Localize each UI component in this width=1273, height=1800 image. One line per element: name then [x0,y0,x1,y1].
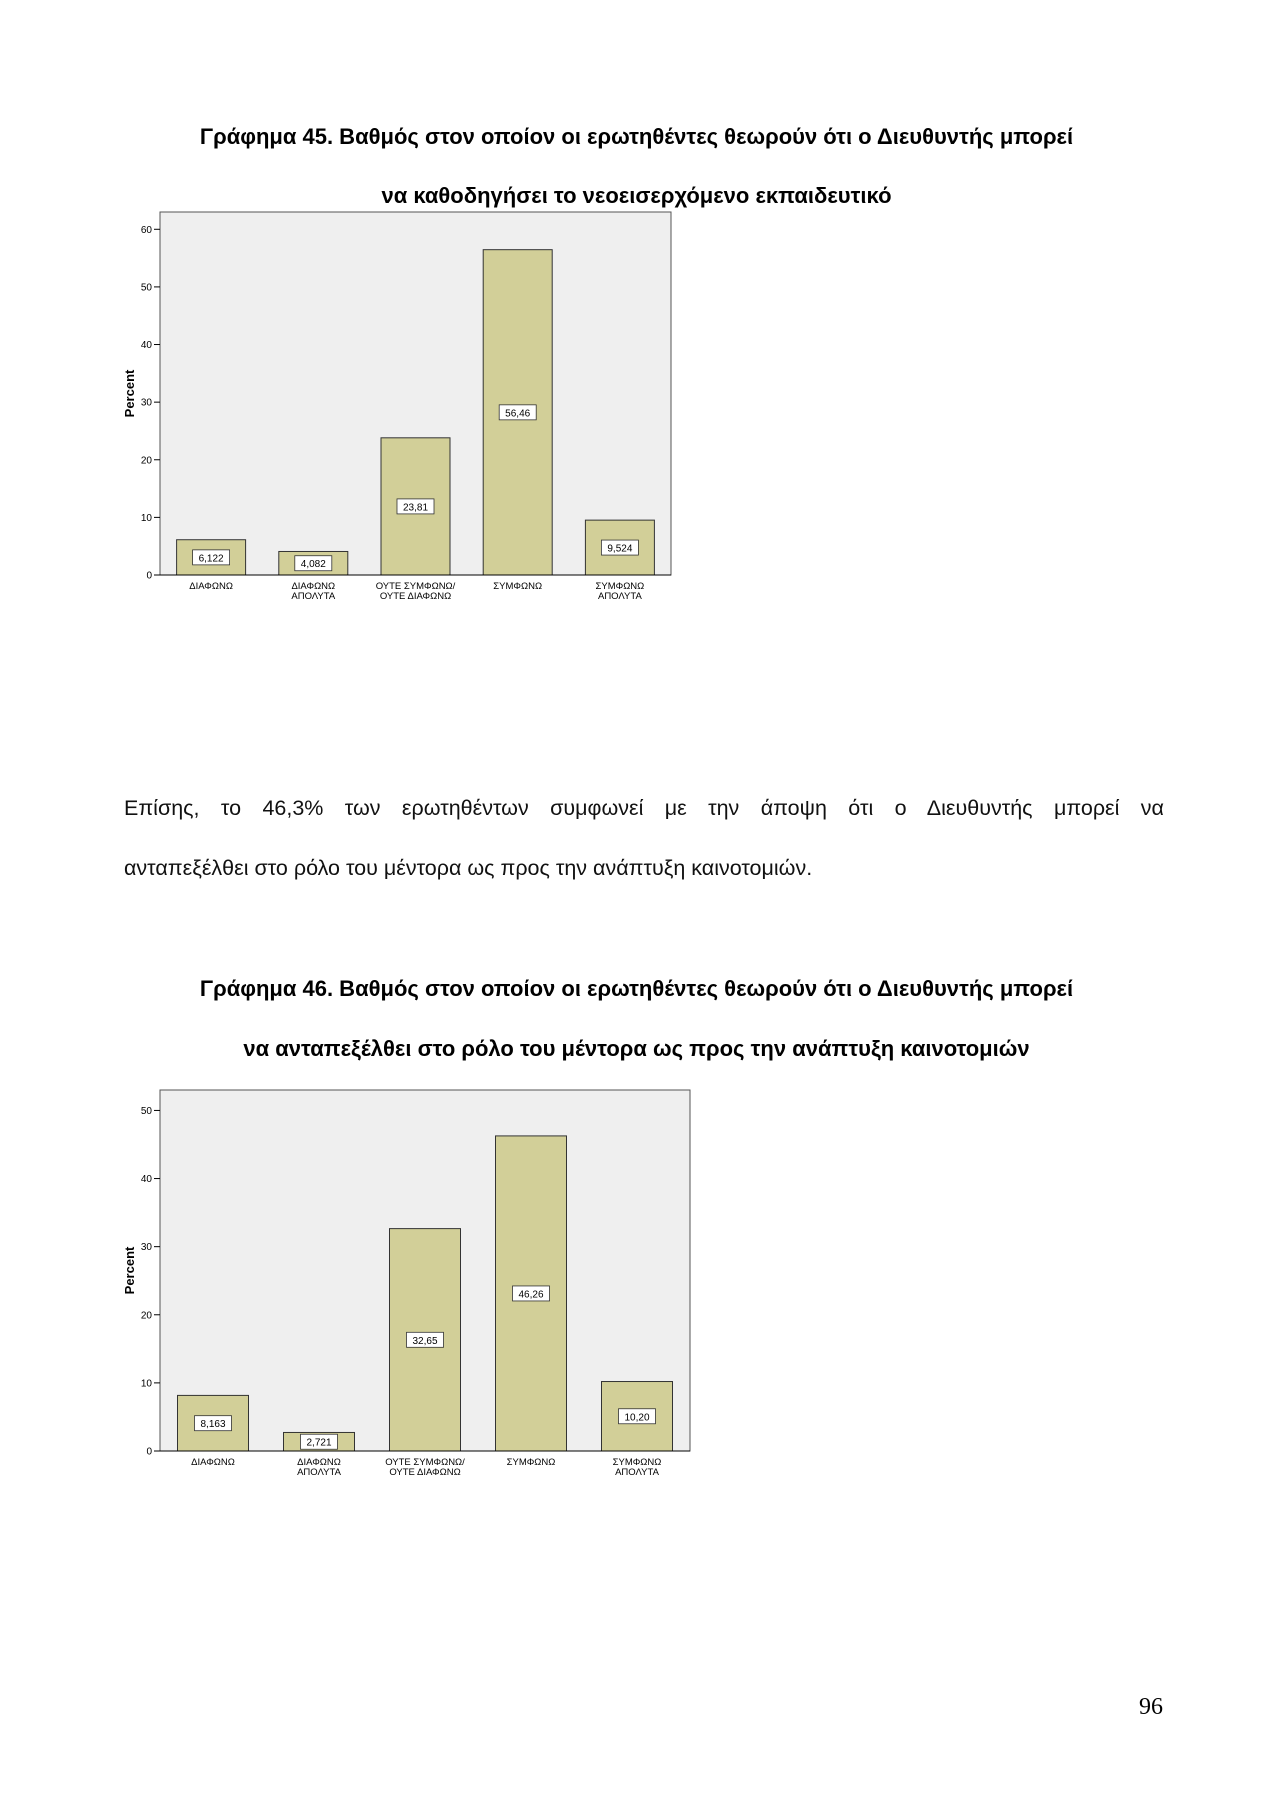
page-number: 96 [1139,1694,1163,1720]
data-label: 56,46 [505,408,531,420]
figure-45-caption-line2: να καθοδηγήσει το νεοεισερχόμενο εκπαιδευτικό [381,183,892,208]
y-tick-label: 10 [140,512,152,524]
figure-46-caption-line1: Γράφημα 46. Βαθμός στον οποίον οι ερωτηθέντες θεωρούν ότι ο Διευθυντής μπορεί [199,976,1074,1001]
data-label: 10,20 [624,1412,650,1424]
figure-46-caption-line2: να ανταπεξέλθει στο ρόλο του μέντορα ως προς την ανάπτυξη καινοτομιών [243,1036,1030,1061]
x-tick-label: ΟΥΤΕ ΔΙΑΦΩΝΩ [389,1467,461,1478]
x-tick-label: ΔΙΑΦΩΝΩ [189,581,233,592]
x-tick-label: ΣΥΜΦΩΝΩ [506,1457,556,1468]
x-tick-label: ΑΠΟΛΥΤΑ [615,1467,659,1478]
body-paragraph-line1: Επίσης, το 46,3% των ερωτηθέντων συμφωνεί με την άποψη ότι ο Διευθυντής μπορεί να [124,796,1164,820]
y-axis [141,1106,160,1458]
y-axis [141,225,160,582]
y-tick-label: 30 [140,397,152,409]
x-tick-label: ΑΠΟΛΥΤΑ [297,1467,341,1478]
x-tick-label: ΟΥΤΕ ΔΙΑΦΩΝΩ [379,591,452,602]
x-tick-label: ΔΙΑΦΩΝΩ [291,581,336,592]
y-tick-label: 0 [146,570,152,582]
data-label: 2,721 [306,1437,332,1449]
x-tick-label: ΑΠΟΛΥΤΑ [291,591,336,602]
body-paragraph-line2: ανταπεξέλθει στο ρόλο του μέντορα ως προς την ανάπτυξη καινοτομιών. [124,856,813,880]
y-tick-label: 10 [140,1378,152,1390]
y-tick-label: 20 [140,455,152,467]
data-label: 6,122 [198,553,224,565]
data-label: 32,65 [412,1335,438,1347]
x-tick-label: ΑΠΟΛΥΤΑ [597,591,642,602]
y-tick-label: 30 [140,1242,152,1254]
y-tick-label: 50 [140,1105,152,1117]
y-tick-label: 40 [140,340,152,352]
y-tick-label: 40 [140,1174,152,1186]
x-tick-label: ΟΥΤΕ ΣΥΜΦΩΝΩ/ [375,581,456,592]
y-tick-label: 0 [146,1446,152,1458]
figure-45-bar-chart [122,206,696,606]
y-axis-title: Percent [122,1246,137,1295]
x-tick-label: ΣΥΜΦΩΝΩ [612,1457,662,1468]
y-tick-label: 50 [140,282,152,294]
data-label: 8,163 [200,1419,226,1431]
x-tick-label: ΟΥΤΕ ΣΥΜΦΩΝΩ/ [385,1457,465,1468]
x-tick-label: ΔΙΑΦΩΝΩ [297,1457,341,1468]
data-label: 9,524 [607,543,633,555]
y-tick-label: 60 [140,224,152,236]
figure-46-bar-chart [122,1090,716,1550]
data-label: 46,26 [518,1289,544,1301]
x-tick-label: ΣΥΜΦΩΝΩ [595,581,645,592]
x-tick-label: ΔΙΑΦΩΝΩ [191,1457,235,1468]
figure-45-caption-line1: Γράφημα 45. Βαθμός στον οποίον οι ερωτηθέντες θεωρούν ότι ο Διευθυντής μπορεί [199,124,1074,149]
data-label: 4,082 [300,559,326,571]
y-tick-label: 20 [140,1310,152,1322]
data-label: 23,81 [402,502,429,514]
x-tick-label: ΣΥΜΦΩΝΩ [493,581,543,592]
y-axis-title: Percent [122,369,137,418]
